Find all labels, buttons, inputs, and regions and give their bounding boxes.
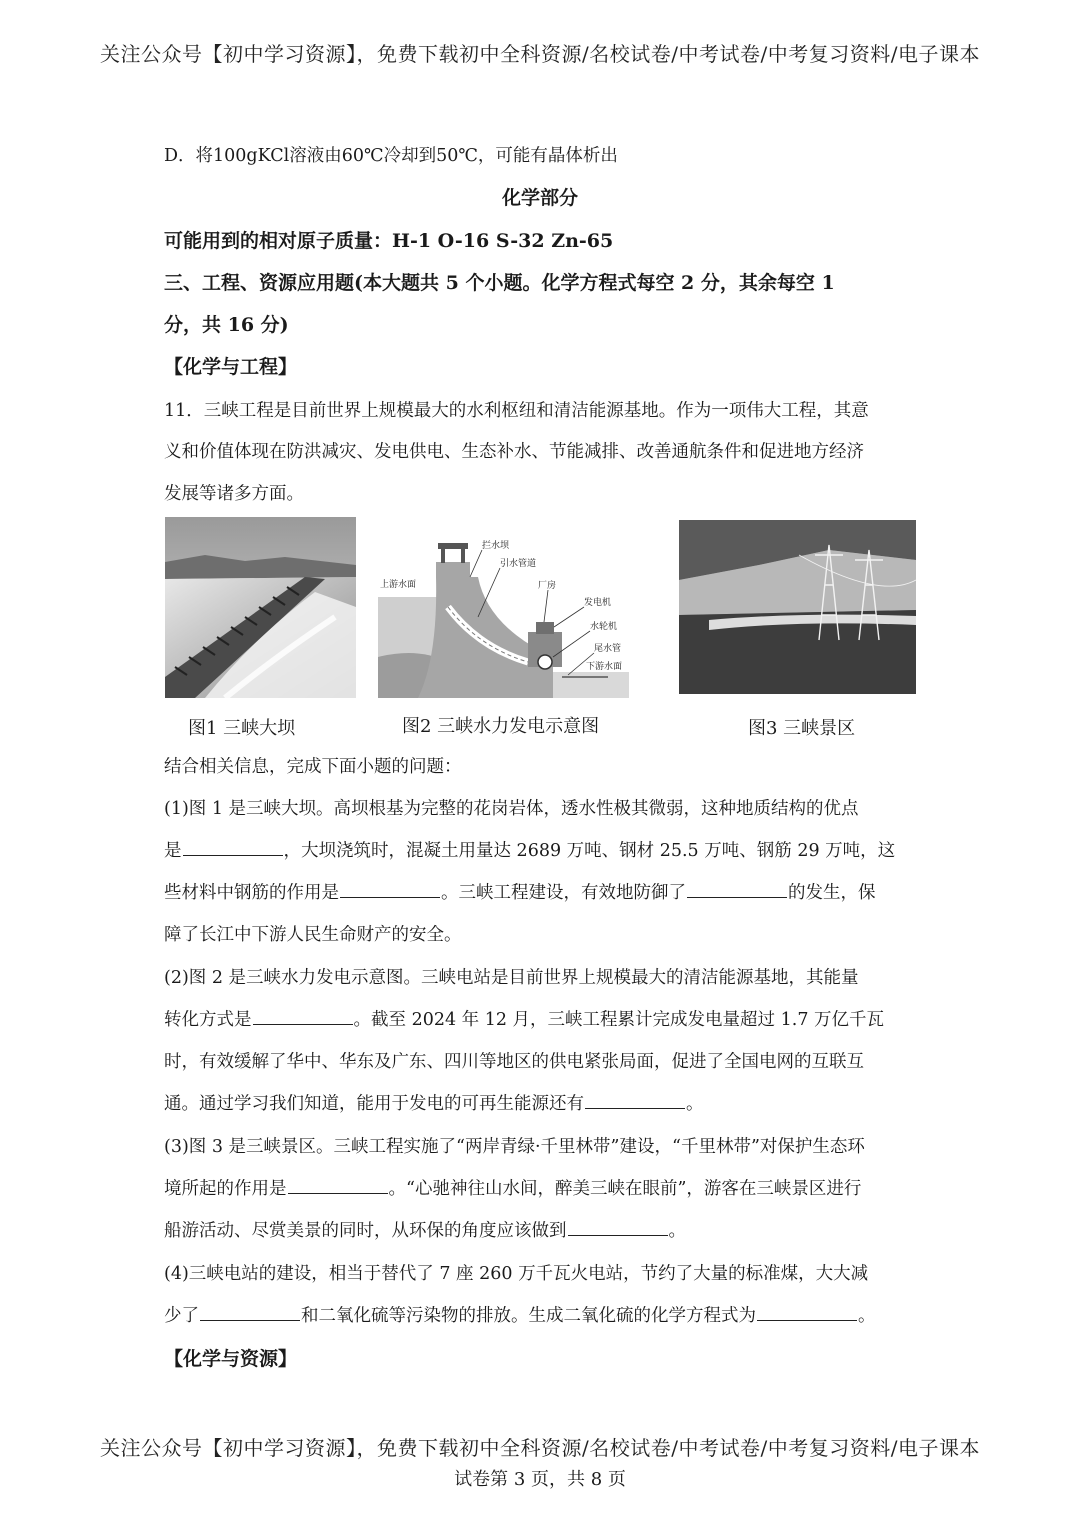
caption-fig3: 图3 三峡景区 bbox=[748, 718, 856, 739]
q2-line1: (2)图 2 是三峡水力发电示意图。三峡电站是目前世界上规模最大的清洁能源基地，其能量 bbox=[164, 968, 859, 988]
label-plant: 厂房 bbox=[538, 580, 557, 590]
part3-heading-line1: 三、工程、资源应用题(本大题共 5 个小题。化学方程式每空 2 分，其余每空 1 bbox=[164, 272, 835, 294]
q2-line4 bbox=[164, 1090, 916, 1115]
q1-line3 bbox=[164, 879, 916, 904]
label-generator: 发电机 bbox=[584, 597, 612, 607]
q1-line2-text-b: ，大坝浇筑时，混凝土用量达 2689 万吨、钢材 25.5 万吨、钢筋 29 万吨，这 bbox=[283, 841, 896, 861]
section-title: 化学部分 bbox=[501, 187, 578, 209]
q11-intro-line1: 11．三峡工程是目前世界上规模最大的水利枢纽和清洁能源基地。作为一项伟大工程，其意 bbox=[164, 401, 869, 421]
q1-line3-text-c: 的发生，保 bbox=[788, 883, 876, 903]
option-d: D．将100gKCl溶液由60℃冷却到50℃，可能有晶体析出 bbox=[164, 146, 618, 166]
page-number: 试卷第 3 页，共 8 页 bbox=[454, 1469, 626, 1490]
figure2-hydropower-diagram bbox=[378, 537, 629, 698]
answer-blank[interactable] bbox=[253, 1008, 353, 1025]
answer-blank[interactable] bbox=[687, 881, 787, 898]
answer-blank[interactable] bbox=[757, 1304, 857, 1321]
q3-line3-text-a: 船游活动、尽赏美景的同时，从环保的角度应该做到 bbox=[164, 1221, 567, 1241]
q2-line2-text-b: 。截至 2024 年 12 月，三峡工程累计完成发电量超过 1.7 万亿千瓦 bbox=[353, 1010, 885, 1030]
q4-line2-text-a: 少了 bbox=[164, 1306, 199, 1326]
answer-blank[interactable] bbox=[200, 1304, 300, 1321]
label-upstream: 上游水面 bbox=[380, 579, 417, 589]
q11-intro-line2: 义和价值体现在防洪减灾、发电供电、生态补水、节能减排、改善通航条件和促进地方经济 bbox=[164, 442, 864, 462]
bottom-promo-banner: 关注公众号【初中学习资源】，免费下载初中全科资源/名校试卷/中考试卷/中考复习资料/电子课本 bbox=[100, 1436, 980, 1460]
q1-line2 bbox=[164, 837, 916, 862]
q4-line2-text-c: 。 bbox=[858, 1306, 876, 1326]
top-promo-banner: 关注公众号【初中学习资源】，免费下载初中全科资源/名校试卷/中考试卷/中考复习资料/电子课本 bbox=[100, 42, 980, 66]
combine-instruction: 结合相关信息，完成下面小题的问题： bbox=[164, 757, 462, 777]
label-turbine: 水轮机 bbox=[590, 621, 618, 631]
atomic-mass-line: 可能用到的相对原子质量：H-1 O-16 S-32 Zn-65 bbox=[164, 230, 614, 252]
q1-line4: 障了长江中下游人民生命财产的安全。 bbox=[164, 925, 462, 945]
label-tailpipe: 尾水管 bbox=[594, 643, 622, 653]
q3-line3-text-b: 。 bbox=[668, 1221, 686, 1241]
q11-intro-line3: 发展等诸多方面。 bbox=[164, 484, 304, 504]
figure1-dam-photo bbox=[165, 517, 356, 698]
answer-blank[interactable] bbox=[568, 1219, 668, 1236]
caption-fig2: 图2 三峡水力发电示意图 bbox=[402, 716, 600, 737]
q3-line3 bbox=[164, 1217, 916, 1242]
q1-line3-text-a: 些材料中钢筋的作用是 bbox=[164, 883, 339, 903]
answer-blank[interactable] bbox=[183, 839, 283, 856]
q4-line2 bbox=[164, 1302, 916, 1327]
label-downstream: 下游水面 bbox=[586, 661, 623, 671]
q2-line3: 时，有效缓解了华中、华东及广东、四川等地区的供电紧张局面，促进了全国电网的互联互 bbox=[164, 1052, 864, 1072]
q3-line2 bbox=[164, 1175, 916, 1200]
caption-fig1: 图1 三峡大坝 bbox=[188, 718, 296, 739]
q3-line1: (3)图 3 是三峡景区。三峡工程实施了“两岸青绿·千里林带”建设，“千里林带”对保护生态环 bbox=[164, 1137, 865, 1157]
subsection-resources: 【化学与资源】 bbox=[164, 1348, 298, 1370]
part3-heading-line2: 分，共 16 分) bbox=[164, 314, 289, 336]
label-dam: 拦水坝 bbox=[482, 540, 510, 550]
q2-line2-text-a: 转化方式是 bbox=[164, 1010, 252, 1030]
q1-line2-text-a: 是 bbox=[164, 841, 182, 861]
q4-line1: (4)三峡电站的建设，相当于替代了 7 座 260 万千瓦火电站，节约了大量的标准煤，大大减 bbox=[164, 1264, 869, 1284]
q3-line2-text-b: 。“心驰神往山水间，醉美三峡在眼前”，游客在三峡景区进行 bbox=[388, 1179, 862, 1199]
answer-blank[interactable] bbox=[288, 1177, 388, 1194]
subsection-engineering: 【化学与工程】 bbox=[164, 356, 298, 378]
q2-line4-text-b: 。 bbox=[686, 1094, 704, 1114]
answer-blank[interactable] bbox=[585, 1092, 685, 1109]
q3-line2-text-a: 境所起的作用是 bbox=[164, 1179, 287, 1199]
answer-blank[interactable] bbox=[340, 881, 440, 898]
figure3-scenic-photo bbox=[679, 520, 916, 694]
q2-line2 bbox=[164, 1006, 916, 1031]
label-pipe: 引水管道 bbox=[500, 558, 537, 568]
q1-line1: (1)图 1 是三峡大坝。高坝根基为完整的花岗岩体，透水性极其微弱，这种地质结构的优点 bbox=[164, 799, 859, 819]
q1-line3-text-b: 。三峡工程建设，有效地防御了 bbox=[441, 883, 686, 903]
q4-line2-text-b: 和二氧化硫等污染物的排放。生成二氧化硫的化学方程式为 bbox=[301, 1306, 756, 1326]
q2-line4-text-a: 通。通过学习我们知道，能用于发电的可再生能源还有 bbox=[164, 1094, 584, 1114]
